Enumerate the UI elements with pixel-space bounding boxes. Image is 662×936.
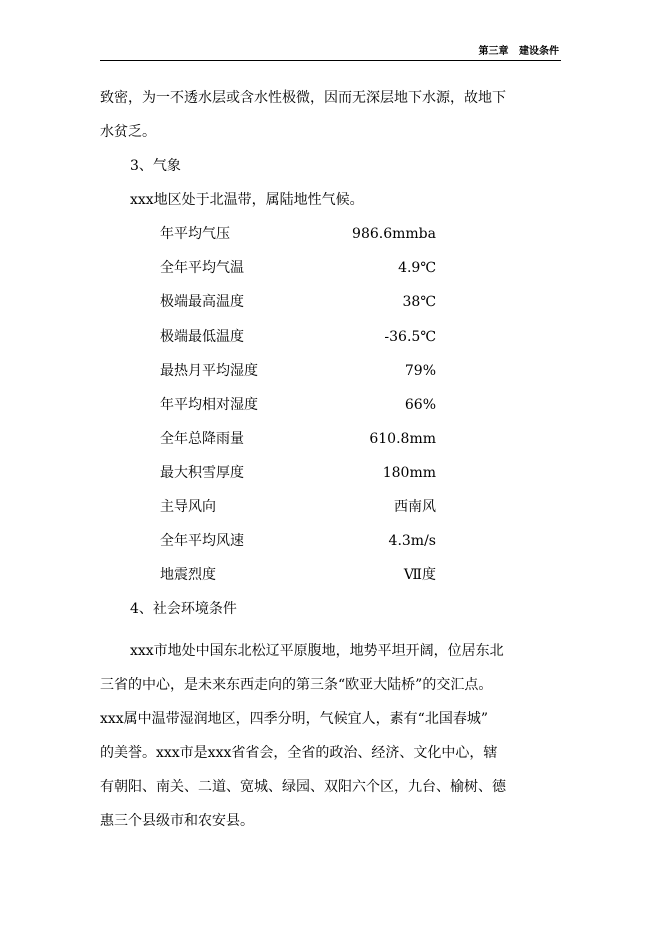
- social-line-3: xxx属中温带湿润地区，四季分明，气候宜人，素有“北国春城”: [100, 711, 488, 727]
- climate-row: [160, 497, 436, 517]
- social-heading: 4、社会环境条件: [130, 601, 237, 617]
- social-line-2: 三省的中心，是未来东西走向的第三条“欧亚大陆桥”的交汇点。: [100, 677, 493, 693]
- climate-row: [160, 463, 436, 483]
- climate-intro: xxx地区处于北温带，属陆地性气候。: [130, 192, 364, 208]
- header-title: 建设条件: [519, 46, 559, 57]
- climate-row: [160, 258, 436, 278]
- climate-row-label: 年平均气压: [160, 226, 230, 242]
- social-line-1: xxx市地处中国东北松辽平原腹地，地势平坦开阔，位居东北: [130, 643, 504, 659]
- climate-row-label: 全年平均风速: [160, 533, 244, 549]
- climate-row: [160, 565, 436, 585]
- social-line-5: 有朝阳、南关、二道、宽城、绿园、双阳六个区，九台、榆树、德: [100, 779, 506, 795]
- climate-row-label: 最热月平均湿度: [160, 363, 258, 379]
- climate-row: [160, 327, 436, 347]
- climate-row: [160, 531, 436, 551]
- climate-heading: 3、气象: [130, 158, 181, 174]
- climate-row-label: 极端最高温度: [160, 294, 244, 310]
- climate-row: [160, 395, 436, 415]
- climate-row-value: Ⅶ度: [403, 567, 436, 583]
- page-header: [100, 46, 561, 61]
- header-text: [479, 46, 559, 58]
- climate-row-value: 西南风: [394, 499, 436, 515]
- climate-row: [160, 224, 436, 244]
- climate-row-value: 610.8mm: [369, 431, 436, 447]
- social-line-6: 惠三个县级市和农安县。: [100, 813, 254, 829]
- climate-row-value: 4.9℃: [398, 260, 436, 276]
- climate-row-value: 180mm: [382, 465, 436, 481]
- climate-row-label: 全年总降雨量: [160, 431, 244, 447]
- climate-row-value: 66%: [404, 397, 436, 413]
- climate-row-label: 地震烈度: [160, 567, 216, 583]
- intro-line-1: 致密，为一不透水层或含水性极微，因而无深层地下水源，故地下: [100, 90, 506, 106]
- climate-row-value: 986.6mmba: [352, 226, 436, 242]
- climate-row-value: -36.5℃: [384, 329, 436, 345]
- climate-row: [160, 292, 436, 312]
- climate-row-value: 4.3m/s: [388, 533, 436, 549]
- climate-row: [160, 429, 436, 449]
- climate-row-label: 主导风向: [160, 499, 216, 515]
- header-chapter: 第三章: [478, 46, 509, 57]
- climate-row-label: 极端最低温度: [160, 329, 244, 345]
- climate-row-value: 79%: [404, 363, 436, 379]
- climate-row-label: 年平均相对湿度: [160, 397, 258, 413]
- climate-row-value: 38℃: [402, 294, 436, 310]
- intro-line-2: 水贫乏。: [100, 124, 156, 140]
- climate-row-label: 全年平均气温: [160, 260, 244, 276]
- social-line-4: 的美誉。xxx市是xxx省省会，全省的政治、经济、文化中心，辖: [100, 745, 498, 761]
- climate-row: [160, 361, 436, 381]
- climate-row-label: 最大积雪厚度: [160, 465, 244, 481]
